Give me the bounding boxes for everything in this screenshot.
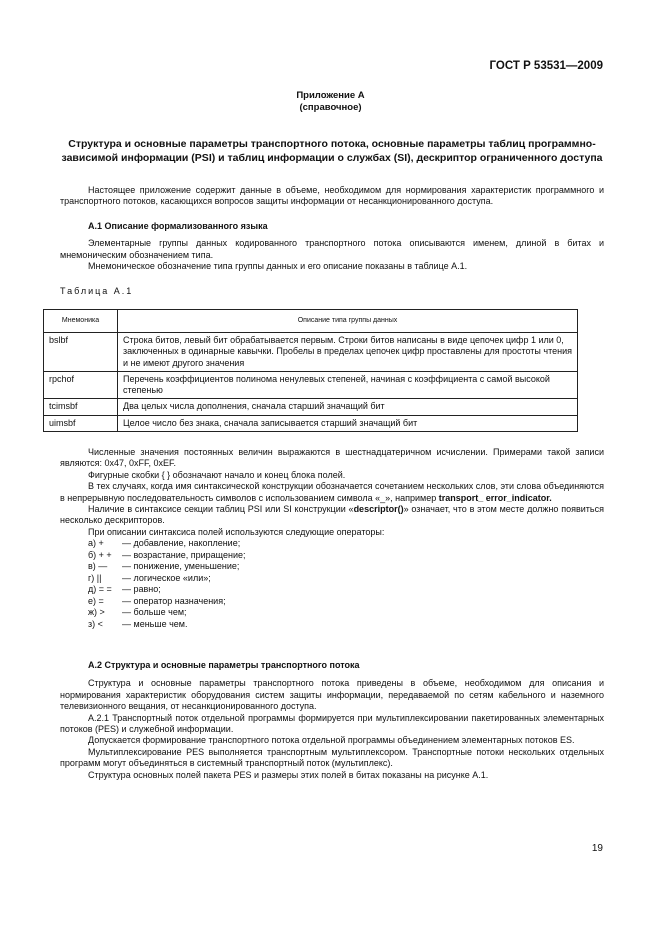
operator-description: — понижение, уменьшение;	[122, 561, 240, 572]
operator-symbol: г) ||	[88, 572, 102, 583]
table-row	[44, 371, 578, 399]
table-header-mnemonic: Мнемоника	[44, 310, 118, 333]
list-item	[88, 561, 604, 573]
operator-description: — возрастание, приращение;	[122, 549, 246, 560]
table-row	[44, 333, 578, 372]
intro-block	[60, 185, 604, 208]
table-cell-description: Перечень коэффициентов полинома ненулевых степеней, начиная с коэффициента с самой высокой степенью	[118, 371, 578, 399]
hex-notation-paragraph: Численные значения постоянных величин выражаются в шестнадцатеричном исчислении. Примерами такой записи являются: 0x47, 0xFF, 0xEF.	[60, 447, 604, 469]
table-row	[44, 399, 578, 415]
table-cell-mnemonic: uimsbf	[44, 415, 118, 431]
compound-name-text: В тех случаях, когда имя синтаксической конструкции обозначается сочетанием нескольких слов, эти слова объединяются в непрерывную последовательность символов с использованием символа «_», например	[60, 481, 604, 503]
operator-description: — равно;	[122, 584, 161, 595]
operator-symbol: д) = =	[88, 584, 112, 595]
operator-symbol: б) + +	[88, 549, 112, 560]
page-number: 19	[591, 843, 603, 854]
descriptor-text-end: » означает, что в этом месте должно появиться несколько дескрипторов.	[60, 504, 604, 526]
standard-number: ГОСТ Р 53531—2009	[489, 60, 603, 72]
descriptor-paragraph	[60, 504, 604, 527]
intro-paragraph: Настоящее приложение содержит данные в объеме, необходимом для нормирования характеристик программного и транспортного потоков, касающихся вопросов защиты информации от несанкционированного доступа.	[60, 185, 604, 207]
section-a2-heading: А.2 Структура и основные параметры транспортного потока	[88, 660, 360, 670]
operator-description: — оператор назначения;	[122, 595, 226, 606]
table-row	[44, 415, 578, 431]
table-cell-description: Целое число без знака, сначала записывается старший значащий бит	[118, 415, 578, 431]
table-header-description: Описание типа группы данных	[118, 310, 578, 333]
descriptor-code: descriptor()	[353, 504, 404, 515]
section-a1	[60, 221, 604, 273]
section-a2-paragraph-3: Допускается формирование транспортного потока отдельной программы объединением элементарных потоков ES.	[88, 735, 575, 746]
descriptor-text-start: Наличие в синтаксисе секции таблиц PSI или SI конструкции «	[88, 504, 354, 515]
list-item	[88, 584, 604, 596]
operator-symbol: ж) >	[88, 607, 105, 618]
list-item	[88, 538, 604, 550]
table-cell-mnemonic: tcimsbf	[44, 399, 118, 415]
operator-description: — больше чем;	[122, 607, 187, 618]
operators-list	[60, 538, 604, 630]
table-cell-mnemonic: bslbf	[44, 333, 118, 372]
table-header-row	[44, 310, 578, 333]
operator-symbol: е) =	[88, 595, 104, 606]
list-item	[88, 607, 604, 619]
main-title: Структура и основные параметры транспортного потока, основные параметры таблиц программно-зависимой информации (PSI) и таблиц информации о службах (SI), дескриптор ограниченного доступа	[61, 138, 603, 164]
operator-description: — добавление, накопление;	[122, 538, 241, 549]
operator-description: — меньше чем.	[122, 618, 188, 629]
section-a1-heading: А.1 Описание формализованного языка	[88, 221, 268, 231]
list-item	[88, 619, 604, 631]
compound-name-paragraph	[60, 481, 604, 504]
operator-symbol: в) —	[88, 561, 108, 572]
annex-title: Приложение А	[296, 90, 365, 101]
braces-paragraph: Фигурные скобки { } обозначают начало и конец блока полей.	[88, 469, 346, 480]
section-a1-paragraph-1: Элементарные группы данных кодированного транспортного потока описываются именем, длиной в битах и мнемоническим обозначением типа.	[60, 238, 604, 260]
section-a2-paragraph-2: А.2.1 Транспортный поток отдельной программы формируется при мультиплексировании пакетированных элементарных потоков (PES) и служебной информации.	[60, 712, 604, 735]
compound-name-example: transport_ error_indicator.	[438, 492, 552, 503]
section-a2-paragraph-5: Структура основных полей пакета PES и размеры этих полей в битах показаны на рисунке А.1.	[88, 769, 489, 780]
table-cell-description: Два целых числа дополнения, сначала старший значащий бит	[118, 399, 578, 415]
operators-intro: При описании синтаксиса полей используются следующие операторы:	[88, 526, 385, 537]
list-item	[88, 596, 604, 608]
table-cell-description: Строка битов, левый бит обрабатывается первым. Строки битов написаны в виде цепочек цифр 1 или 0, заключенных в одинарные кавычки. Пробелы в пределах цепочек цифр проставлены для простоты чтения и не имеют другого значения	[118, 333, 578, 372]
section-a2	[60, 660, 604, 781]
table-caption: Таблица А.1	[60, 286, 134, 296]
operator-description: — логическое «или»;	[122, 572, 211, 583]
annex-heading	[0, 90, 661, 114]
operator-symbol: з) <	[88, 618, 103, 629]
section-a1-paragraph-2: Мнемоническое обозначение типа группы данных и его описание показаны в таблице А.1.	[88, 261, 468, 272]
section-a2-paragraph-1: Структура и основные параметры транспортного потока приведены в объеме, необходимом для описания и нормирования характеристик оборудования систем защиты информации, передаваемой по сетям кабельного и наземного телевизионного вещания, от несанкционированного доступа.	[60, 678, 604, 712]
operator-symbol: а) +	[88, 538, 104, 549]
mnemonics-table	[43, 309, 578, 432]
list-item	[88, 573, 604, 585]
list-item	[88, 550, 604, 562]
section-a2-paragraph-4: Мультиплексирование PES выполняется транспортным мультиплексором. Транспортные потоки нескольких отдельных программ могут объединяться в системный транспортный поток (мультиплекс).	[60, 746, 604, 769]
notation-block	[60, 447, 604, 630]
annex-subtitle: (справочное)	[299, 102, 362, 113]
table-cell-mnemonic: rpchof	[44, 371, 118, 399]
